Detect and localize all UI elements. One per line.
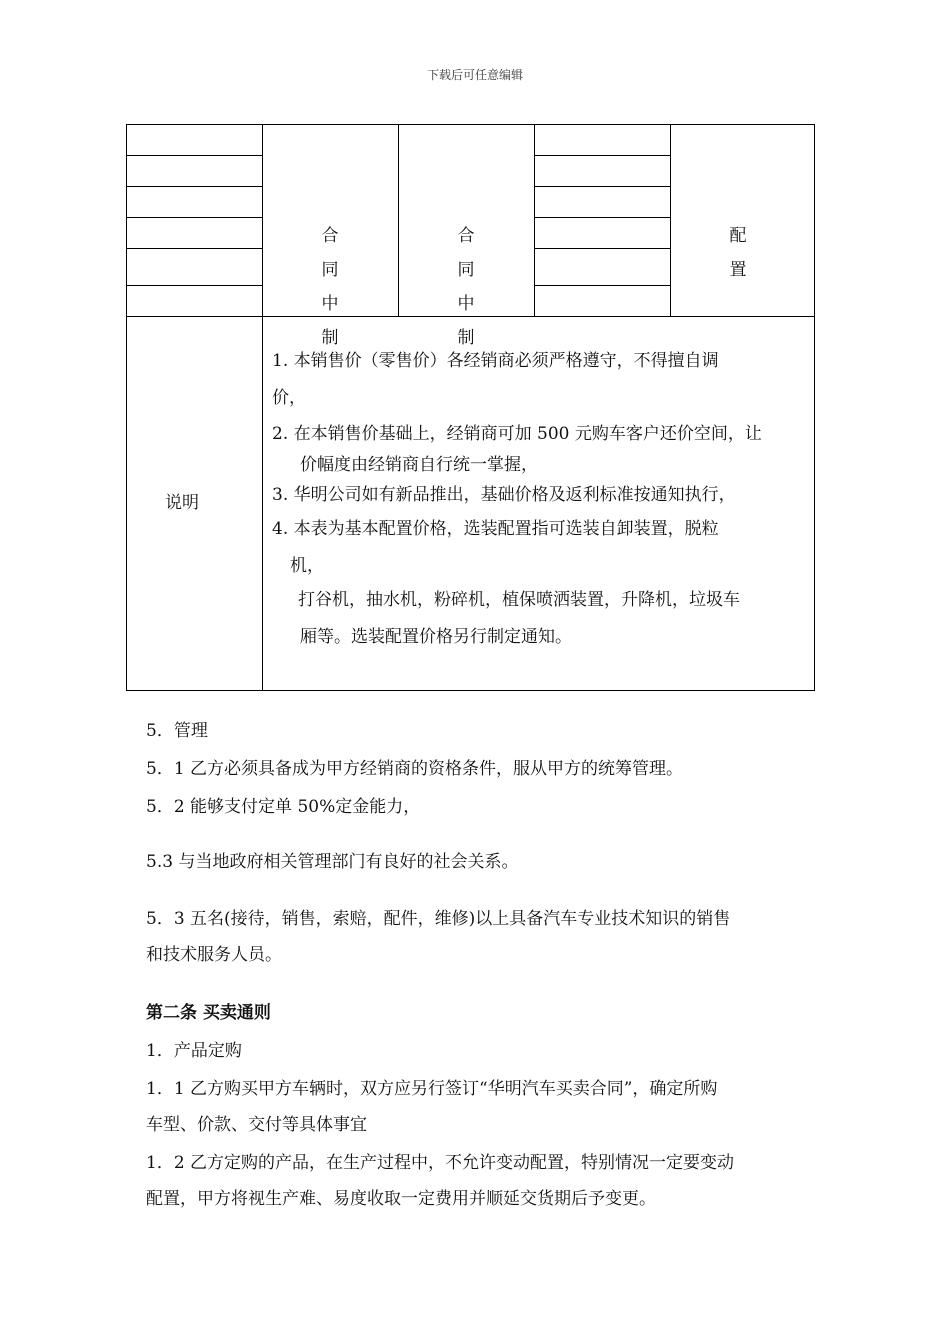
- body-line: 5.3 与当地政府相关管理部门有良好的社会关系。: [146, 852, 519, 872]
- note-line: 厢等。选装配置价格另行制定通知。: [300, 627, 572, 647]
- vertical-char: 制: [457, 328, 475, 348]
- vertical-char: 中: [457, 294, 475, 314]
- note-line: 3. 华明公司如有新品推出，基础价格及返利标准按通知执行，: [272, 485, 736, 505]
- vertical-char: 配: [729, 226, 747, 246]
- vertical-char: 置: [729, 260, 747, 280]
- table-col-divider: [534, 125, 535, 316]
- table-col-divider: [398, 125, 399, 316]
- body-line: 5．3 五名(接待，销售，索赔，配件，维修)以上具备汽车专业技术知识的销售: [146, 909, 731, 929]
- note-line: 价幅度由经销商自行统一掌握，: [300, 455, 538, 475]
- section-heading: 1．产品定购: [146, 1041, 242, 1061]
- vertical-char: 同: [457, 260, 475, 280]
- table-row-divider: [534, 155, 670, 156]
- table-row-divider: [127, 248, 262, 249]
- vertical-char: 同: [321, 260, 339, 280]
- vertical-char: 制: [321, 328, 339, 348]
- article-heading: 第二条 买卖通则: [146, 1003, 271, 1023]
- contract-vertical-text-1: [315, 219, 345, 355]
- note-line: 机，: [290, 556, 324, 576]
- table-row-divider: [534, 248, 670, 249]
- note-line: 1. 本销售价（零售价）各经销商必须严格遵守，不得擅自调: [272, 351, 719, 371]
- body-line: 5．2 能够支付定单 50%定金能力，: [146, 797, 421, 817]
- table-row-divider: [127, 217, 262, 218]
- vertical-char: 中: [321, 294, 339, 314]
- table-row-divider: [534, 186, 670, 187]
- body-line: 配置，甲方将视生产难、易度收取一定费用并顺延交货期后予变更。: [146, 1189, 656, 1209]
- page-header: 下载后可任意编辑: [426, 68, 523, 82]
- body-line: 和技术服务人员。: [146, 945, 282, 965]
- note-line: 打谷机，抽水机，粉碎机，植保喷洒装置，升降机，垃圾车: [298, 590, 740, 610]
- table-row-divider: [534, 285, 670, 286]
- contract-vertical-text-2: [451, 219, 481, 355]
- config-vertical-text: [723, 219, 753, 287]
- table-row-divider: [127, 186, 262, 187]
- table-col-divider: [670, 125, 671, 316]
- body-line: 5．1 乙方必须具备成为甲方经销商的资格条件，服从甲方的统筹管理。: [146, 759, 684, 779]
- section-heading: 5．管理: [146, 721, 208, 741]
- table-col-divider: [262, 125, 263, 690]
- body-line: 1．1 乙方购买甲方车辆时，双方应另行签订“华明汽车买卖合同”，确定所购: [146, 1079, 718, 1099]
- note-line: 4. 本表为基本配置价格，选装配置指可选装自卸装置，脱粒: [272, 519, 719, 539]
- table-row-divider: [534, 217, 670, 218]
- explain-label: 说明: [165, 493, 199, 513]
- body-line: 车型、价款、交付等具体事宜: [146, 1115, 367, 1135]
- vertical-char: 合: [457, 226, 475, 246]
- note-line: 价，: [272, 388, 306, 408]
- body-line: 1．2 乙方定购的产品，在生产过程中，不允许变动配置，特别情况一定要变动: [146, 1153, 735, 1173]
- vertical-char: 合: [321, 226, 339, 246]
- table-row-divider: [127, 285, 262, 286]
- table-row-divider: [127, 155, 262, 156]
- note-line: 2. 在本销售价基础上，经销商可加 500 元购车客户还价空间，让: [272, 424, 762, 444]
